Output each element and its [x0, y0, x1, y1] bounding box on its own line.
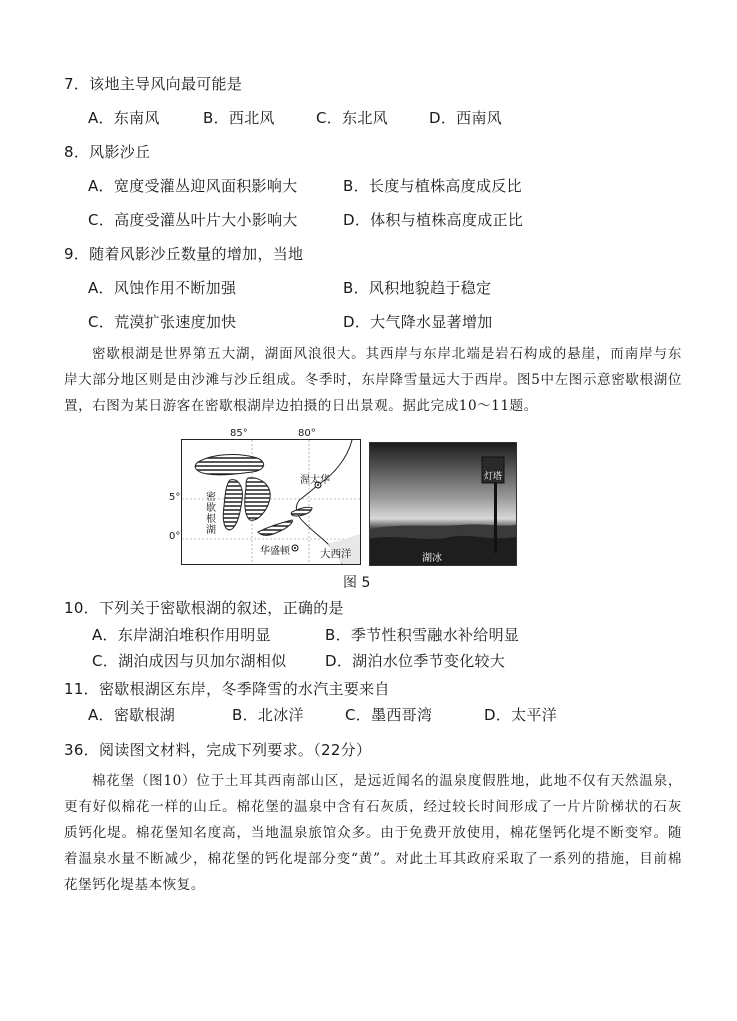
q36-stem: 36．阅读图文材料，完成下列要求。（22分） [64, 741, 372, 759]
label-lighthouse: 灯塔 [484, 472, 503, 482]
figure5-map [181, 439, 361, 565]
q9-option-b: B．风积地貌趋于稳定 [343, 279, 492, 297]
q10-option-b: B．季节性积雪融水补给明显 [325, 626, 520, 644]
figure5-caption: 图 5 [343, 575, 371, 591]
q7-option-c: C．东北风 [316, 109, 388, 127]
q11-option-b: B．北冰洋 [232, 706, 304, 724]
label-lake-ice: 湖冰 [422, 553, 442, 564]
q7-option-d: D．西南风 [429, 109, 503, 127]
q10-option-a: A．东岸湖泊堆积作用明显 [92, 626, 271, 644]
label-lon-80: 80° [298, 428, 316, 439]
q11-option-d: D．太平洋 [484, 706, 558, 724]
q8-option-b: B．长度与植株高度成反比 [343, 177, 522, 195]
label-washington: 华盛顿 [260, 546, 290, 557]
q9-option-d: D．大气降水显著增加 [343, 313, 493, 331]
q7-option-a: A．东南风 [88, 109, 160, 127]
label-atlantic: 大西洋 [320, 548, 352, 560]
figure5-photo [369, 442, 517, 566]
q10-option-d: D．湖泊水位季节变化较大 [325, 652, 506, 670]
q8-stem: 8．风影沙丘 [64, 143, 151, 161]
q9-stem: 9．随着风影沙丘数量的增加，当地 [64, 245, 304, 263]
q11-stem: 11．密歇根湖区东岸，冬季降雪的水汽主要来自 [64, 680, 390, 698]
q11-option-c: C．墨西哥湾 [345, 706, 433, 724]
q36-passage: 棉花堡（图10）位于土耳其西南部山区，是远近闻名的温泉度假胜地，此地不仅有天然温泉，更有好似棉花一样的山丘。棉花堡的温泉中含有石灰质，经过较长时间形成了一片片阶梯状的石灰质钙化堤。棉花堡知名度高，当地温泉旅馆众多。由于免费开放使用，棉花堡钙化堤不断变窄。随着温泉水量不断减少，棉花堡的钙化堤部分变“黄”。对此土耳其政府采取了一系列的措施，目前棉花堡钙化堤基本恢复。 [64, 773, 682, 893]
label-lat-0: 0° [169, 531, 181, 542]
q8-option-d: D．体积与植株高度成正比 [343, 211, 524, 229]
label-ottawa: 渥太华 [300, 475, 330, 486]
q7-stem: 7．该地主导风向最可能是 [64, 75, 243, 93]
label-lat-5: 5° [169, 492, 181, 503]
q8-option-c: C．高度受灌丛叶片大小影响大 [88, 211, 298, 229]
q9-option-a: A．风蚀作用不断加强 [88, 279, 237, 297]
q10-option-c: C．湖泊成因与贝加尔湖相似 [92, 652, 287, 670]
q9-option-c: C．荒漠扩张速度加快 [88, 313, 237, 331]
photo-svg [370, 443, 516, 565]
label-lon-85: 85° [230, 428, 248, 439]
label-lake-michigan: 密 歇 根 湖 [206, 492, 216, 536]
passage-michigan-lake: 密歇根湖是世界第五大湖，湖面风浪很大。其西岸与东岸北端是岩石构成的悬崖，而南岸与东岸大部分地区则是由沙滩与沙丘组成。冬季时，东岸降雪量远大于西岸。图5中左图示意密歇根湖位置，右图为某日游客在密歇根湖岸边拍摄的日出景观。据此完成10～11题。 [64, 346, 682, 414]
q7-option-b: B．西北风 [203, 109, 275, 127]
q11-option-a: A．密歇根湖 [88, 706, 176, 724]
q10-stem: 10．下列关于密歇根湖的叙述，正确的是 [64, 599, 344, 617]
q8-option-a: A．宽度受灌丛迎风面积影响大 [88, 177, 298, 195]
